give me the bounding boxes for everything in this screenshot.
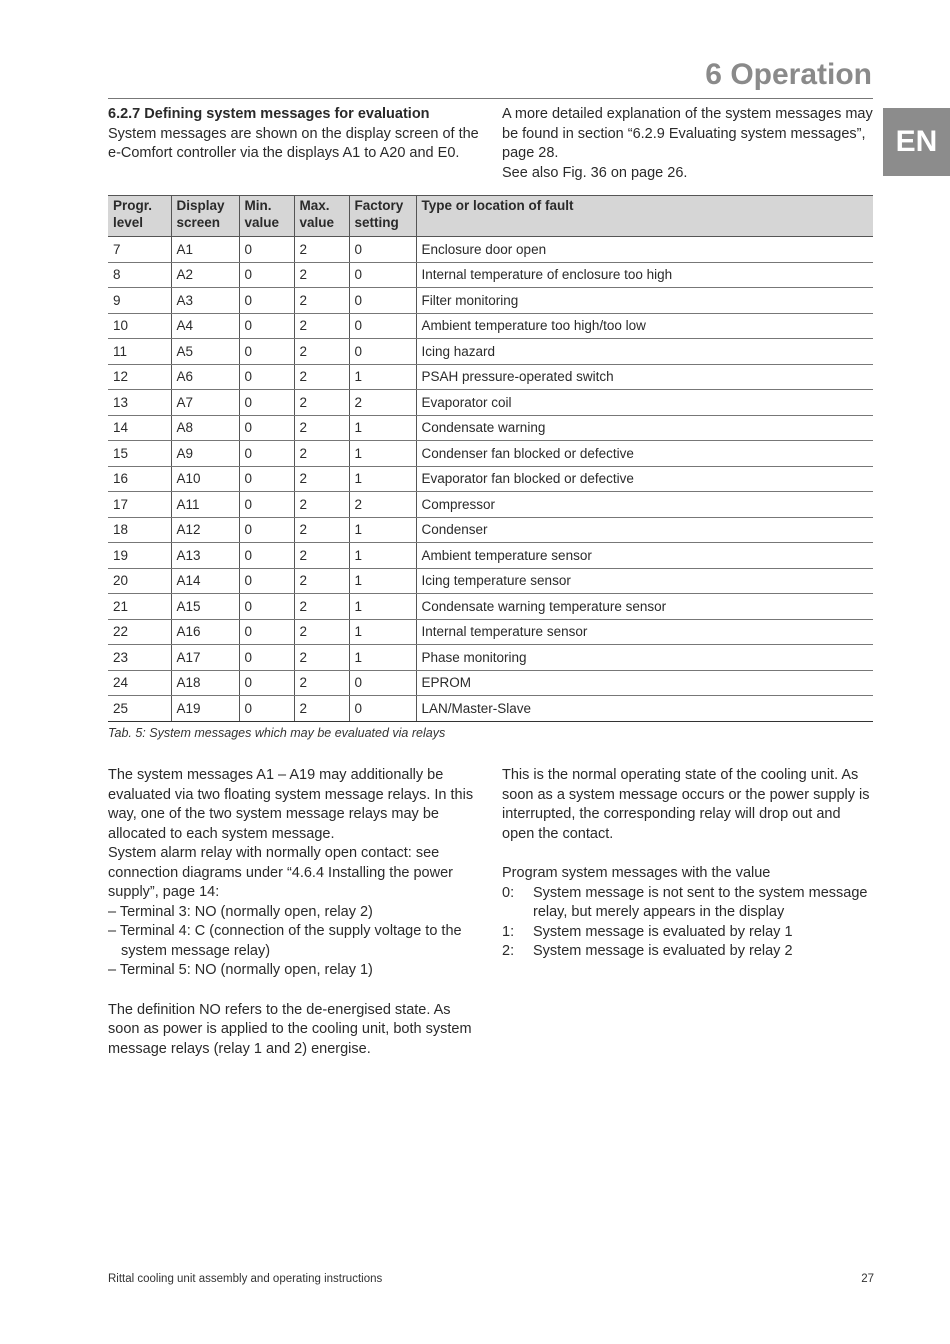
- relay-intro-text: The system messages A1 – A19 may additionally be evaluated via two floating system message relays. In this way, one of the two system message relays may be allocated to each system message.: [108, 767, 474, 842]
- progr-level-cell: 15: [108, 441, 171, 467]
- fault-type-cell: Condensate warning: [416, 415, 873, 441]
- table-row: [108, 288, 873, 314]
- max-value-cell: 2: [294, 543, 349, 569]
- progr-level-cell: 8: [108, 262, 171, 288]
- col-header-fault-type: Type or location of fault: [416, 196, 873, 237]
- factory-setting-cell: 0: [349, 696, 416, 722]
- progr-level-cell: 18: [108, 517, 171, 543]
- table-row: [108, 619, 873, 645]
- progr-level-cell: 9: [108, 288, 171, 314]
- page-number: 27: [861, 1273, 874, 1285]
- display-screen-cell: A9: [171, 441, 239, 467]
- fault-type-cell: Ambient temperature too high/too low: [416, 313, 873, 339]
- min-value-cell: 0: [239, 364, 294, 390]
- progr-level-cell: 25: [108, 696, 171, 722]
- min-value-cell: 0: [239, 619, 294, 645]
- max-value-cell: 2: [294, 517, 349, 543]
- table-row: [108, 645, 873, 671]
- option-key: 2:: [502, 943, 515, 959]
- display-screen-cell: A14: [171, 568, 239, 594]
- table-row: [108, 466, 873, 492]
- display-screen-cell: A10: [171, 466, 239, 492]
- display-screen-cell: A16: [171, 619, 239, 645]
- display-screen-cell: A8: [171, 415, 239, 441]
- factory-setting-cell: 1: [349, 568, 416, 594]
- list-item: [502, 923, 874, 943]
- display-screen-cell: A17: [171, 645, 239, 671]
- option-text: System message is evaluated by relay 1: [533, 923, 793, 940]
- list-item: – Terminal 5: NO (normally open, relay 1): [108, 962, 373, 978]
- progr-level-cell: 16: [108, 466, 171, 492]
- factory-setting-cell: 0: [349, 670, 416, 696]
- min-value-cell: 0: [239, 670, 294, 696]
- col-header-display-screen: Display screen: [171, 196, 239, 237]
- max-value-cell: 2: [294, 619, 349, 645]
- table-header-row: [108, 196, 873, 237]
- min-value-cell: 0: [239, 696, 294, 722]
- factory-setting-cell: 0: [349, 288, 416, 314]
- factory-setting-cell: 1: [349, 517, 416, 543]
- fault-type-cell: Evaporator fan blocked or defective: [416, 466, 873, 492]
- fault-type-cell: Condenser: [416, 517, 873, 543]
- col-header-min-value: Min. value: [239, 196, 294, 237]
- body-right-column: [502, 766, 874, 962]
- option-key: 0:: [502, 884, 515, 901]
- section-heading: 6.2.7 Defining system messages for evaluation: [108, 106, 430, 122]
- option-key: 1:: [502, 923, 515, 940]
- table-row: [108, 313, 873, 339]
- min-value-cell: 0: [239, 288, 294, 314]
- progr-level-cell: 7: [108, 237, 171, 263]
- max-value-cell: 2: [294, 288, 349, 314]
- table-row: [108, 262, 873, 288]
- max-value-cell: 2: [294, 466, 349, 492]
- header-rule: [108, 98, 873, 99]
- min-value-cell: 0: [239, 237, 294, 263]
- col-header-max-value: Max. value: [294, 196, 349, 237]
- factory-setting-cell: 1: [349, 543, 416, 569]
- progr-level-cell: 13: [108, 390, 171, 416]
- display-screen-cell: A18: [171, 670, 239, 696]
- display-screen-cell: A13: [171, 543, 239, 569]
- fault-type-cell: Phase monitoring: [416, 645, 873, 671]
- max-value-cell: 2: [294, 339, 349, 365]
- option-text: System message is not sent to the system message relay, but merely appears in the display: [533, 884, 868, 920]
- min-value-cell: 0: [239, 517, 294, 543]
- min-value-cell: 0: [239, 441, 294, 467]
- display-screen-cell: A1: [171, 237, 239, 263]
- min-value-cell: 0: [239, 492, 294, 518]
- progr-level-cell: 20: [108, 568, 171, 594]
- max-value-cell: 2: [294, 696, 349, 722]
- display-screen-cell: A4: [171, 313, 239, 339]
- table-row: [108, 543, 873, 569]
- progr-level-cell: 22: [108, 619, 171, 645]
- display-screen-cell: A15: [171, 594, 239, 620]
- display-screen-cell: A7: [171, 390, 239, 416]
- footer-document-title: Rittal cooling unit assembly and operating instructions: [108, 1273, 383, 1285]
- factory-setting-cell: 1: [349, 466, 416, 492]
- fault-type-cell: Internal temperature of enclosure too high: [416, 262, 873, 288]
- table-row: [108, 441, 873, 467]
- alarm-relay-text: System alarm relay with normally open contact: see connection diagrams under “4.6.4 Installing the power supply”, page 14:: [108, 845, 453, 900]
- table-row: [108, 670, 873, 696]
- table-row: [108, 696, 873, 722]
- display-screen-cell: A6: [171, 364, 239, 390]
- list-item: – Terminal 4: C (connection of the supply voltage to the system message relay): [108, 923, 462, 959]
- normal-state-text: This is the normal operating state of the cooling unit. As soon as a system message occurs or the power supply is interrupted, the corresponding relay will drop out and open the contact.: [502, 767, 870, 842]
- table-row: [108, 237, 873, 263]
- min-value-cell: 0: [239, 645, 294, 671]
- display-screen-cell: A2: [171, 262, 239, 288]
- factory-setting-cell: 1: [349, 415, 416, 441]
- display-screen-cell: A11: [171, 492, 239, 518]
- max-value-cell: 2: [294, 594, 349, 620]
- option-text: System message is evaluated by relay 2: [533, 943, 793, 959]
- col-header-factory-setting: Factory setting: [349, 196, 416, 237]
- factory-setting-cell: 0: [349, 262, 416, 288]
- progr-level-cell: 21: [108, 594, 171, 620]
- fault-type-cell: Internal temperature sensor: [416, 619, 873, 645]
- factory-setting-cell: 0: [349, 339, 416, 365]
- factory-setting-cell: 1: [349, 645, 416, 671]
- progr-level-cell: 11: [108, 339, 171, 365]
- max-value-cell: 2: [294, 645, 349, 671]
- progr-level-cell: 17: [108, 492, 171, 518]
- table-row: [108, 492, 873, 518]
- factory-setting-cell: 2: [349, 390, 416, 416]
- display-screen-cell: A19: [171, 696, 239, 722]
- system-messages-table: [108, 195, 873, 722]
- table-row: [108, 568, 873, 594]
- list-item: – Terminal 3: NO (normally open, relay 2): [108, 903, 373, 920]
- fault-type-cell: PSAH pressure-operated switch: [416, 364, 873, 390]
- fault-type-cell: Filter monitoring: [416, 288, 873, 314]
- table-row: [108, 517, 873, 543]
- list-item: [502, 884, 874, 923]
- language-tab[interactable]: EN: [883, 108, 950, 176]
- fault-type-cell: EPROM: [416, 670, 873, 696]
- max-value-cell: 2: [294, 568, 349, 594]
- max-value-cell: 2: [294, 441, 349, 467]
- progr-level-cell: 12: [108, 364, 171, 390]
- intro-reference: A more detailed explanation of the system messages may be found in section “6.2.9 Evaluating system messages”, page 28.: [502, 106, 873, 161]
- min-value-cell: 0: [239, 339, 294, 365]
- progr-level-cell: 19: [108, 543, 171, 569]
- progr-level-cell: 23: [108, 645, 171, 671]
- fault-type-cell: Ambient temperature sensor: [416, 543, 873, 569]
- min-value-cell: 0: [239, 415, 294, 441]
- table-row: [108, 339, 873, 365]
- fault-type-cell: Icing temperature sensor: [416, 568, 873, 594]
- col-header-progr-level: Progr. level: [108, 196, 171, 237]
- intro-text: System messages are shown on the display screen of the e-Comfort controller via the displays A1 to A20 and E0.: [108, 125, 479, 161]
- chapter-title: 6 Operation: [705, 58, 872, 91]
- min-value-cell: 0: [239, 313, 294, 339]
- intro-left-column: [108, 105, 483, 164]
- min-value-cell: 0: [239, 543, 294, 569]
- fault-type-cell: Enclosure door open: [416, 237, 873, 263]
- factory-setting-cell: 0: [349, 237, 416, 263]
- factory-setting-cell: 1: [349, 441, 416, 467]
- min-value-cell: 0: [239, 466, 294, 492]
- progr-level-cell: 24: [108, 670, 171, 696]
- max-value-cell: 2: [294, 313, 349, 339]
- table-row: [108, 594, 873, 620]
- fault-type-cell: Icing hazard: [416, 339, 873, 365]
- intro-see-also: See also Fig. 36 on page 26.: [502, 164, 688, 181]
- intro-right-column: [502, 105, 874, 183]
- max-value-cell: 2: [294, 237, 349, 263]
- max-value-cell: 2: [294, 415, 349, 441]
- no-definition-text: The definition NO refers to the de-energised state. As soon as power is applied to the cooling unit, both system message relays (relay 1 and 2) energise.: [108, 1001, 472, 1057]
- max-value-cell: 2: [294, 262, 349, 288]
- table-row: [108, 364, 873, 390]
- fault-type-cell: Compressor: [416, 492, 873, 518]
- table-caption: Tab. 5: System messages which may be evaluated via relays: [108, 726, 446, 740]
- list-item: [502, 942, 874, 962]
- fault-type-cell: Condensate warning temperature sensor: [416, 594, 873, 620]
- body-left-column: [108, 766, 483, 1059]
- min-value-cell: 0: [239, 568, 294, 594]
- display-screen-cell: A3: [171, 288, 239, 314]
- min-value-cell: 0: [239, 390, 294, 416]
- factory-setting-cell: 2: [349, 492, 416, 518]
- fault-type-cell: LAN/Master-Slave: [416, 696, 873, 722]
- min-value-cell: 0: [239, 262, 294, 288]
- factory-setting-cell: 0: [349, 313, 416, 339]
- factory-setting-cell: 1: [349, 364, 416, 390]
- terminal-list: [108, 903, 483, 981]
- max-value-cell: 2: [294, 492, 349, 518]
- program-values-intro: Program system messages with the value: [502, 865, 771, 881]
- fault-type-cell: Condenser fan blocked or defective: [416, 441, 873, 467]
- table-row: [108, 390, 873, 416]
- max-value-cell: 2: [294, 364, 349, 390]
- factory-setting-cell: 1: [349, 619, 416, 645]
- min-value-cell: 0: [239, 594, 294, 620]
- max-value-cell: 2: [294, 390, 349, 416]
- display-screen-cell: A5: [171, 339, 239, 365]
- display-screen-cell: A12: [171, 517, 239, 543]
- max-value-cell: 2: [294, 670, 349, 696]
- progr-level-cell: 10: [108, 313, 171, 339]
- factory-setting-cell: 1: [349, 594, 416, 620]
- table-row: [108, 415, 873, 441]
- progr-level-cell: 14: [108, 415, 171, 441]
- fault-type-cell: Evaporator coil: [416, 390, 873, 416]
